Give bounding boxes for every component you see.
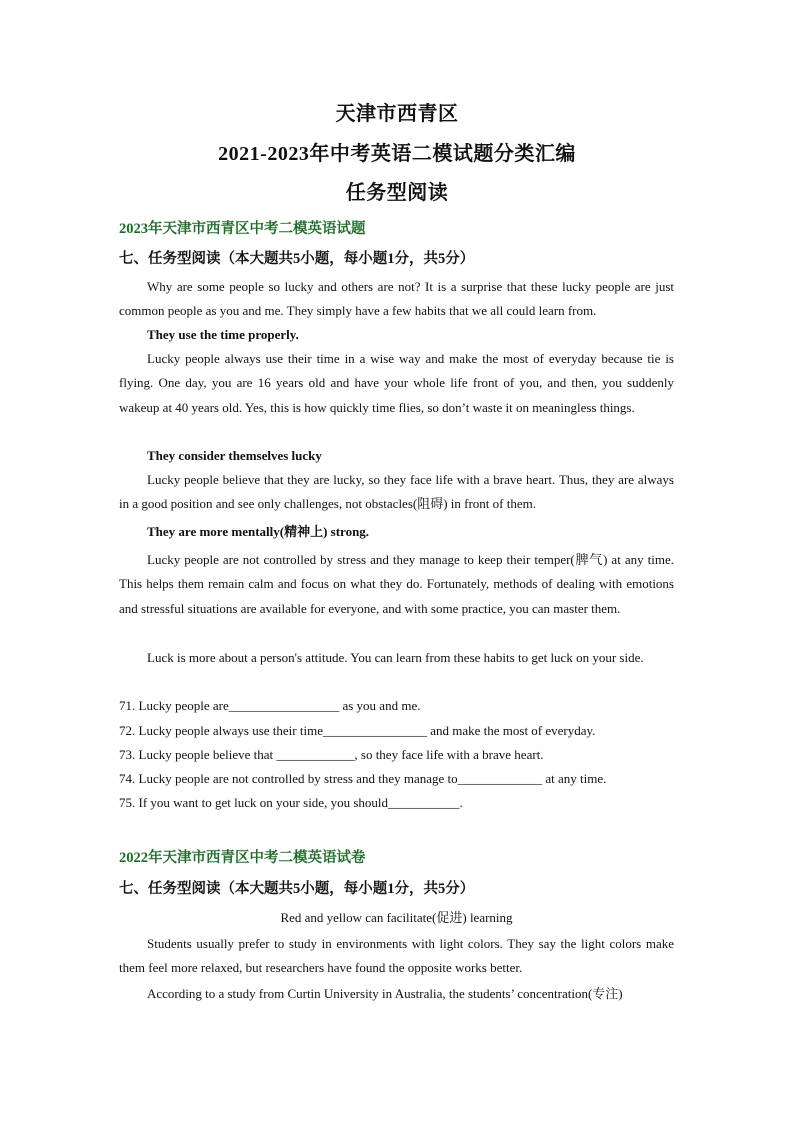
section-2023-heading: 2023年天津市西青区中考二模英语试题: [119, 221, 366, 237]
passage-2023-para-2: Lucky people always use their time in a wise way and make the most of everyday because tie is flying. One day, you are 16 years old and have your whole life front of you, and then, you suddenly wakeup at 40 years old. Yes, this is how quickly time flies, so don’t waste it on meaningless things.: [119, 351, 674, 415]
title-topic: 任务型阅读: [345, 182, 449, 204]
passage-2023-subheading-3: They are more mentally(精神上) strong.: [147, 524, 370, 539]
passage-2023-para-1: Why are some people so lucky and others are not? It is a surprise that these lucky people are just common people as you and me. They simply have a few habits that we all could learn from.: [119, 279, 674, 319]
question-74: 74. Lucky people are not controlled by stress and they manage to_____________ at any time.: [119, 771, 607, 786]
section-2022-instructions: 七、任务型阅读（本大题共5小题，每小题1分，共5分）: [119, 881, 475, 897]
question-75: 75. If you want to get luck on your side, you should___________.: [119, 795, 463, 810]
section-2023-instructions: 七、任务型阅读（本大题共5小题，每小题1分，共5分）: [119, 251, 475, 267]
passage-2023-subheading-1: They use the time properly.: [147, 327, 299, 342]
passage-2022-para-1: Students usually prefer to study in environments with light colors. They say the light colors make them feel more relaxed, but researchers have found the opposite works better.: [119, 936, 674, 976]
passage-2023-para-3: Lucky people believe that they are lucky, so they face life with a brave heart. Thus, they are always in a good position and see only challenges, not obstacles(阻碍) in front of them.: [119, 472, 674, 512]
question-72: 72. Lucky people always use their time________________ and make the most of everyday.: [119, 723, 596, 738]
section-2022-heading: 2022年天津市西青区中考二模英语试卷: [119, 850, 366, 866]
title-region: 天津市西青区: [335, 103, 459, 125]
passage-2023-para-4: Lucky people are not controlled by stress and they manage to keep their temper(脾气) at any time. This helps them remain calm and focus on what they do. Fortunately, methods of dealing with emotions and stressful situations are available for everyone, and with some practice, you can master them.: [119, 552, 674, 616]
passage-2022-para-2: According to a study from Curtin University in Australia, the students’ concentration(专注): [147, 986, 623, 1001]
question-71: 71. Lucky people are_________________ as you and me.: [119, 698, 421, 713]
passage-2023-subheading-2: They consider themselves lucky: [147, 448, 322, 463]
passage-2023-para-5: Luck is more about a person's attitude. You can learn from these habits to get luck on your side.: [147, 650, 644, 665]
title-subject: 2021-2023年中考英语二模试题分类汇编: [218, 143, 576, 165]
passage-2022-title: Red and yellow can facilitate(促进) learning: [280, 910, 513, 925]
question-73: 73. Lucky people believe that ____________, so they face life with a brave heart.: [119, 747, 544, 762]
